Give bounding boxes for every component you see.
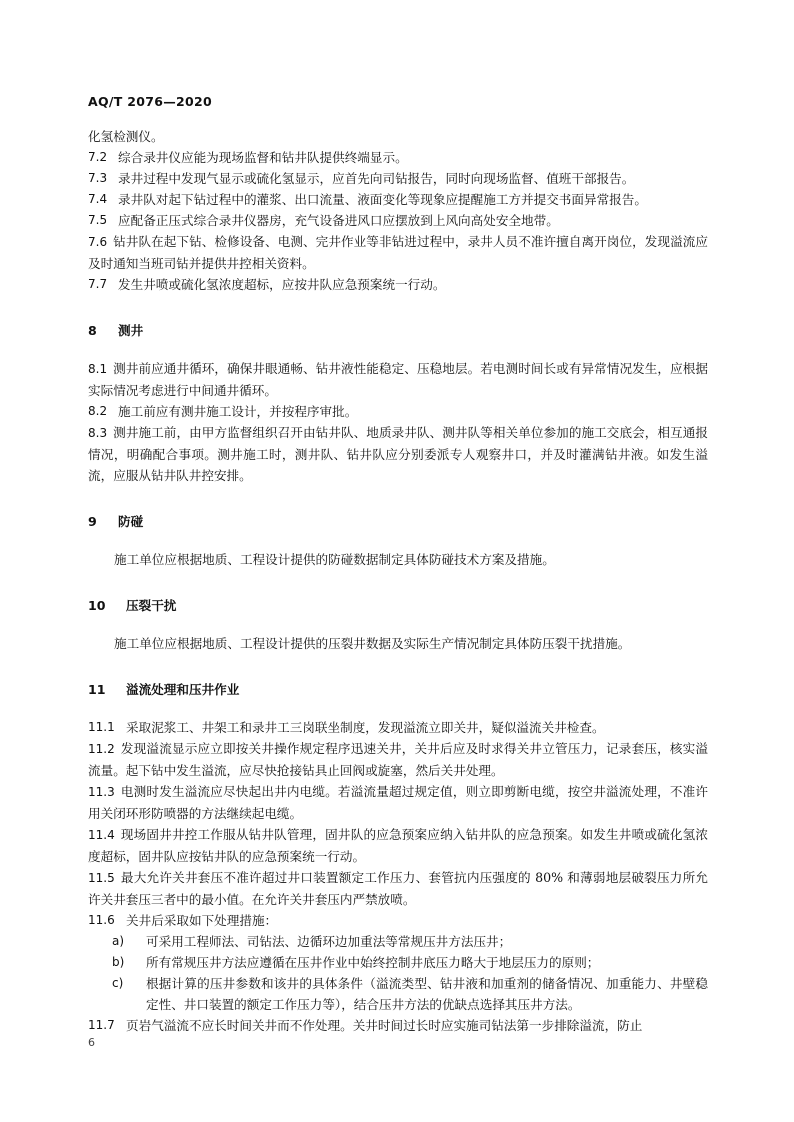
section-title: 溢流处理和压井作业 xyxy=(126,682,240,697)
clause-number: 7.3 xyxy=(88,171,108,185)
page-number: 6 xyxy=(88,1036,95,1049)
clause-number: 7.4 xyxy=(88,192,108,206)
section-number: 11 xyxy=(88,682,106,697)
section-title: 压裂干扰 xyxy=(126,598,177,613)
clause-text: 关井后采取如下处理措施： xyxy=(126,913,278,928)
sub-item-label: b) xyxy=(112,955,125,969)
clause-8-2 xyxy=(88,401,708,422)
clause-number: 7.2 xyxy=(88,150,108,164)
clause-11-2 xyxy=(88,738,708,781)
section-title: 测井 xyxy=(118,323,144,338)
continued-text: 化氢检测仪。 xyxy=(88,129,164,144)
clause-7-5 xyxy=(88,210,708,231)
clause-text: 发生井喷或硫化氢浓度超标，应按井队应急预案统一行动。 xyxy=(118,277,446,292)
sub-item-text: 根据计算的压井参数和该井的具体条件（溢流类型、钻井液和加重剂的储备情况、加重能力、井壁稳定性、井口装置的额定工作压力等），结合压井方法的优缺点选择其压井方法。 xyxy=(146,976,708,1012)
clause-7-4 xyxy=(88,189,708,210)
clause-text: 应配备正压式综合录井仪器房，充气设备进风口应摆放到上风向高处安全地带。 xyxy=(118,213,559,228)
clause-11-6 xyxy=(88,910,708,931)
sub-item-label: c) xyxy=(112,976,124,990)
clause-7-3 xyxy=(88,168,708,189)
section-heading-11 xyxy=(88,679,708,700)
sub-item-a xyxy=(112,931,708,952)
clause-7-6 xyxy=(88,231,708,274)
clause-text: 电测时发生溢流应尽快起出井内电缆。若溢流量超过规定值，则立即剪断电缆，按空井溢流处理，不准许用关闭环形防喷器的方法继续起电缆。 xyxy=(88,784,708,821)
standard-code: AQ/T 2076—2020 xyxy=(88,94,213,109)
clause-number: 11.4 xyxy=(88,828,115,842)
clause-number: 8.1 xyxy=(88,362,108,376)
section-number: 8 xyxy=(88,323,97,338)
clause-text: 综合录井仪应能为现场监督和钻井队提供终端显示。 xyxy=(118,150,408,165)
clause-8-3 xyxy=(88,422,708,486)
clause-11-3 xyxy=(88,781,708,824)
section-heading-10 xyxy=(88,595,708,616)
clause-11-1 xyxy=(88,717,708,738)
clause-text: 录井队对起下钻过程中的灌浆、出口流量、液面变化等现象应提醒施工方并提交书面异常报告。 xyxy=(118,192,647,207)
clause-text: 录井过程中发现气显示或硫化氢显示，应首先向司钻报告，同时向现场监督、值班干部报告。 xyxy=(118,171,635,186)
clause-text: 发现溢流显示应立即按关井操作规定程序迅速关井，关井后应及时求得关井立管压力，记录套压，核实溢流量。起下钻中发生溢流，应尽快抢接钻具止回阀或旋塞，然后关井处理。 xyxy=(88,741,708,778)
clause-number: 7.6 xyxy=(88,235,108,249)
section-10-text: 施工单位应根据地质、工程设计提供的压裂井数据及实际生产情况制定具体防压裂干扰措施。 xyxy=(114,636,631,651)
clause-text: 测井施工前，由甲方监督组织召开由钻井队、地质录井队、测井队等相关单位参加的施工交底会，相互通报情况，明确配合事项。测井施工时，测井队、钻井队应分别委派专人观察井口，并及时灌满钻井液。如发生溢流，应服从钻井队井控安排。 xyxy=(88,425,708,483)
sub-item-label: a) xyxy=(112,934,125,948)
clause-number: 7.7 xyxy=(88,277,108,291)
clause-11-7 xyxy=(88,1015,708,1036)
clause-number: 11.6 xyxy=(88,913,115,927)
clause-text: 施工前应有测井施工设计，并按程序审批。 xyxy=(118,404,358,419)
clause-11-4 xyxy=(88,824,708,867)
section-number: 9 xyxy=(88,514,97,529)
sub-item-c xyxy=(112,973,708,1015)
clause-number: 11.7 xyxy=(88,1018,115,1032)
section-heading-9 xyxy=(88,511,708,532)
clause-7-2 xyxy=(88,147,708,168)
clause-text: 采取泥浆工、井架工和录井工三岗联坐制度，发现溢流立即关井，疑似溢流关井检查。 xyxy=(126,720,605,735)
clause-number: 11.1 xyxy=(88,720,115,734)
clause-text: 现场固井井控工作服从钻井队管理，固井队的应急预案应纳入钻井队的应急预案。如发生井喷或硫化氢浓度超标，固井队应按钻井队的应急预案统一行动。 xyxy=(88,827,708,864)
section-number: 10 xyxy=(88,598,106,613)
clause-text: 页岩气溢流不应长时间关井而不作处理。关井时间过长时应实施司钻法第一步排除溢流，防止 xyxy=(126,1018,643,1033)
sub-item-b xyxy=(112,952,708,973)
clause-text: 最大允许关井套压不准许超过井口装置额定工作压力、套管抗内压强度的 80% 和薄弱地层破裂压力所允许关井套压三者中的最小值。在允许关井套压内严禁放喷。 xyxy=(88,870,708,907)
clause-number: 11.5 xyxy=(88,871,115,885)
clause-11-5 xyxy=(88,867,708,910)
sub-item-text: 可采用工程师法、司钻法、边循环边加重法等常规压井方法压井； xyxy=(146,934,512,949)
section-9-text: 施工单位应根据地质、工程设计提供的防碰数据制定具体防碰技术方案及措施。 xyxy=(114,552,555,567)
clause-8-1 xyxy=(88,358,708,401)
clause-number: 8.3 xyxy=(88,426,108,440)
clause-number: 8.2 xyxy=(88,404,108,418)
section-title: 防碰 xyxy=(118,514,144,529)
section-heading-8 xyxy=(88,320,708,341)
page-content xyxy=(88,126,708,1036)
clause-7-7 xyxy=(88,274,708,295)
clause-number: 11.2 xyxy=(88,742,115,756)
clause-number: 11.3 xyxy=(88,785,115,799)
sub-item-text: 所有常规压井方法应遵循在压井作业中始终控制井底压力略大于地层压力的原则； xyxy=(146,955,600,970)
clause-text: 钻井队在起下钻、检修设备、电测、完井作业等非钻进过程中，录井人员不准许擅自离开岗位，发现溢流应及时通知当班司钻并提供井控相关资料。 xyxy=(88,234,708,271)
clause-text: 测井前应通井循环，确保井眼通畅、钻井液性能稳定、压稳地层。若电测时间长或有异常情况发生，应根据实际情况考虑进行中间通井循环。 xyxy=(88,361,708,398)
clause-number: 7.5 xyxy=(88,213,108,227)
